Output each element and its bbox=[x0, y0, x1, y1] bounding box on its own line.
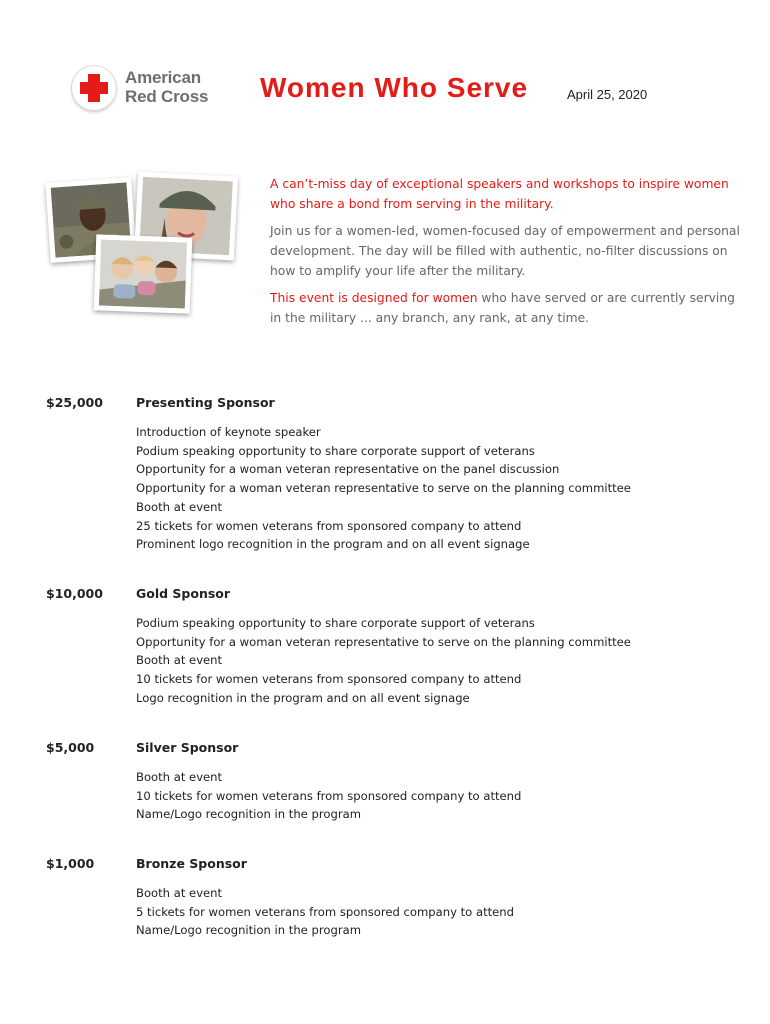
benefit-item: 5 tickets for women veterans from sponsored company to attend bbox=[136, 904, 514, 919]
benefit-list bbox=[136, 884, 514, 940]
benefit-item: Booth at event bbox=[136, 653, 223, 668]
benefit-item: 10 tickets for women veterans from sponsored company to attend bbox=[136, 788, 522, 803]
intro-section bbox=[270, 174, 748, 335]
benefit-item: Name/Logo recognition in the program bbox=[136, 807, 361, 822]
audience-rest: who have served or are currently serving in the military ... any branch, any rank, at any time. bbox=[270, 291, 735, 325]
benefit-list bbox=[136, 423, 631, 554]
benefit-item: 10 tickets for women veterans from sponsored company to attend bbox=[136, 672, 522, 687]
tier-price: $25,000 bbox=[46, 395, 103, 410]
logo-wordmark bbox=[125, 68, 208, 106]
red-cross-icon bbox=[72, 66, 116, 110]
red-cross-logo bbox=[72, 64, 222, 116]
benefit-list bbox=[136, 614, 631, 708]
tier-name: Bronze Sponsor bbox=[136, 856, 247, 871]
page-title: Women Who Serve bbox=[260, 72, 529, 103]
logo-line-2: Red Cross bbox=[125, 87, 209, 106]
benefit-item: Podium speaking opportunity to share corporate support of veterans bbox=[136, 443, 535, 458]
intro-tagline: A can’t-miss day of exceptional speakers and workshops to inspire women who share a bond from serving in the military. bbox=[270, 177, 729, 211]
tier-name: Gold Sponsor bbox=[136, 586, 231, 601]
benefit-item: Opportunity for a woman veteran representative to serve on the planning committee bbox=[136, 634, 631, 649]
benefit-item: Opportunity for a woman veteran representative on the panel discussion bbox=[136, 462, 560, 477]
benefit-list bbox=[136, 768, 521, 824]
benefit-item: Logo recognition in the program and on all event signage bbox=[136, 690, 470, 705]
benefit-item: Booth at event bbox=[136, 770, 223, 784]
tier-name: Presenting Sponsor bbox=[136, 395, 275, 410]
tier-price: $1,000 bbox=[46, 856, 95, 871]
benefit-item: Name/Logo recognition in the program bbox=[136, 923, 361, 938]
benefit-item: Opportunity for a woman veteran representative to serve on the planning committee bbox=[136, 481, 631, 496]
benefit-item: Introduction of keynote speaker bbox=[136, 425, 321, 439]
benefit-item: 25 tickets for women veterans from sponsored company to attend bbox=[136, 518, 522, 533]
tier-price: $5,000 bbox=[46, 740, 95, 755]
tier-price: $10,000 bbox=[46, 586, 103, 601]
benefit-item: Podium speaking opportunity to share corporate support of veterans bbox=[136, 616, 535, 630]
photo-collage bbox=[40, 170, 250, 320]
tier-name: Silver Sponsor bbox=[136, 740, 239, 755]
event-date: April 25, 2020 bbox=[567, 87, 648, 102]
photo-family bbox=[94, 234, 193, 313]
logo-line-1: American bbox=[125, 68, 201, 87]
audience-highlight: This event is designed for women bbox=[270, 291, 478, 305]
intro-body: Join us for a women-led, women-focused day of empowerment and personal development. The day will be filled with authentic, no-filter discussions on how to amplify your life after the military. bbox=[270, 224, 740, 278]
intro-audience bbox=[270, 288, 748, 328]
benefit-item: Booth at event bbox=[136, 499, 223, 514]
benefit-item: Booth at event bbox=[136, 886, 223, 900]
benefit-item: Prominent logo recognition in the program and on all event signage bbox=[136, 537, 530, 552]
